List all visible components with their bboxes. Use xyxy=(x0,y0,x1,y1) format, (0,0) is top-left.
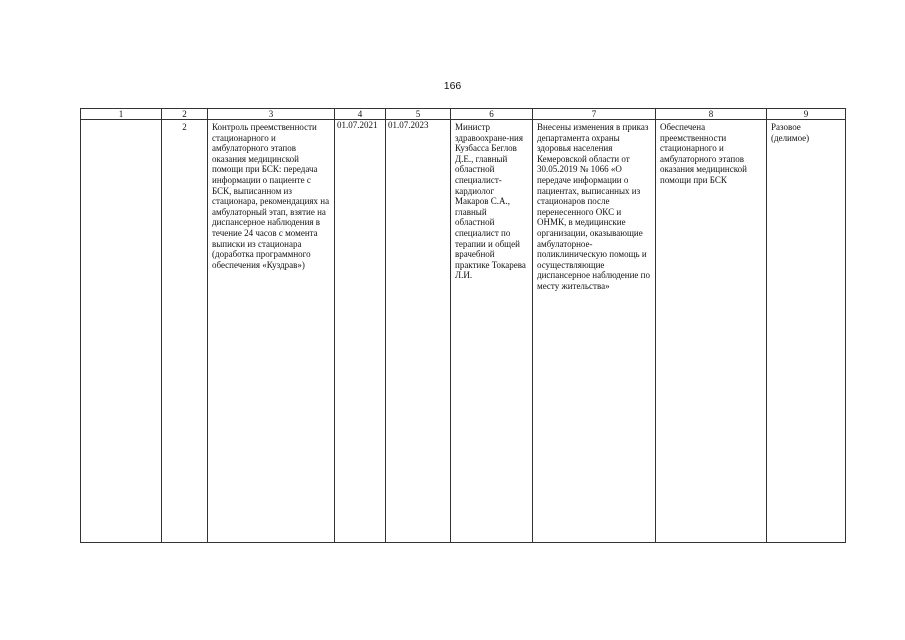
header-row xyxy=(81,109,846,120)
cell-item-number: 2 xyxy=(162,120,208,543)
cell-end-date: 01.07.2023 xyxy=(386,120,451,543)
header-cell-2: 2 xyxy=(162,109,208,120)
header-cell-8: 8 xyxy=(656,109,767,120)
header-cell-9: 9 xyxy=(767,109,846,120)
page-number: 166 xyxy=(443,80,462,92)
header-cell-1: 1 xyxy=(81,109,162,120)
header-cell-6: 6 xyxy=(451,109,533,120)
cell-responsible: Министр здравоохране-ния Кузбасса Беглов Д.Е., главный областной специалист-кардиолог Макаров С.А., главный областной специалист по терапии и общей врачебной практике Токарева Л.И. xyxy=(451,120,533,543)
cell-activity-description: Контроль преемственности стационарного и амбулаторного этапов оказания медицинской помощи при БСК: передача информации о пациенте с БСК, выписанном из стационара, рекомендациях на амбулаторный этап, взятие на диспансерное наблюдения в течение 24 часов с момента выписки из стационара (доработка программного обеспечения «Куздрав») xyxy=(208,120,335,543)
header-cell-7: 7 xyxy=(533,109,656,120)
activity-table xyxy=(80,108,846,543)
cell-col1 xyxy=(81,120,162,543)
cell-result-document: Внесены изменения в приказ департамента охраны здоровья населения Кемеровской области от 30.05.2019 № 1066 «О передаче информации о пациентах, выписанных из стационаров после перенесенного ОКС и ОНМК, в медицинские организации, оказывающие амбулаторное-поликлиническую помощь и осуществляющие диспансерное наблюдение по месту жительства» xyxy=(533,120,656,543)
header-cell-4: 4 xyxy=(335,109,386,120)
cell-type: Разовое (делимое) xyxy=(767,120,846,543)
cell-outcome: Обеспечена преемственности стационарного и амбулаторного этапов оказания медицинской помощи при БСК xyxy=(656,120,767,543)
header-cell-3: 3 xyxy=(208,109,335,120)
table-row xyxy=(81,120,846,543)
header-cell-5: 5 xyxy=(386,109,451,120)
cell-start-date: 01.07.2021 xyxy=(335,120,386,543)
